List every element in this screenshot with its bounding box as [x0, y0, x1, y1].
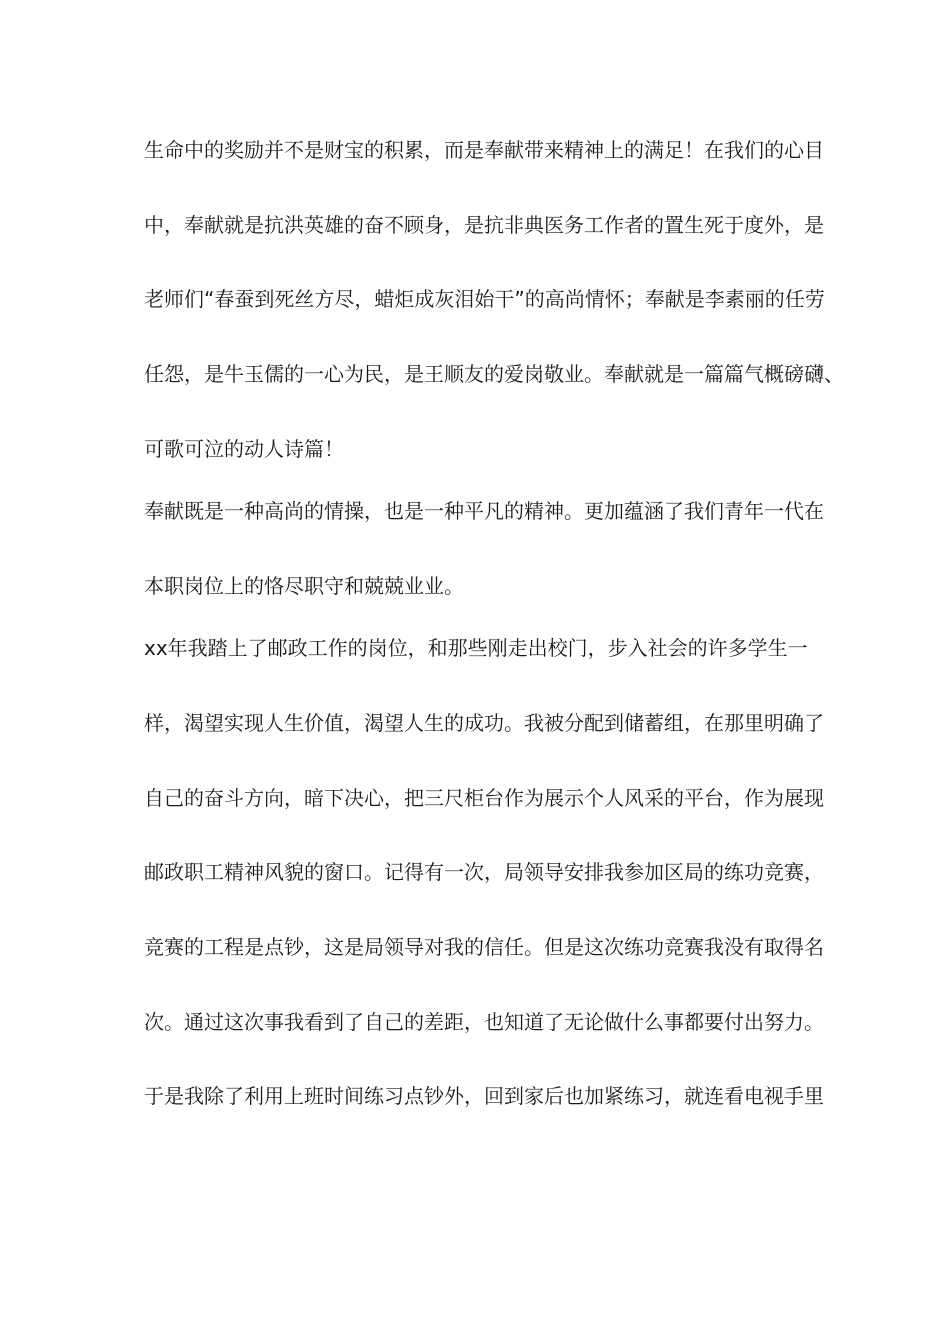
- text-line: 次。通过这次事我看到了自己的差距，也知道了无论做什么事都要付出努力。: [144, 1010, 824, 1034]
- text-line: 奉献既是一种高尚的情操，也是一种平凡的精神。更加蕴涵了我们青年一代在: [144, 499, 824, 523]
- text-line: 中，奉献就是抗洪英雄的奋不顾身，是抗非典医务工作者的置生死于度外，是: [144, 213, 824, 237]
- text-line: 可歌可泣的动人诗篇！: [144, 437, 344, 461]
- text-line: 本职岗位上的恪尽职守和兢兢业业。: [144, 574, 464, 598]
- text-line: xx年我踏上了邮政工作的岗位，和那些刚走出校门，步入社会的许多学生一: [144, 636, 808, 660]
- text-line: 生命中的奖励并不是财宝的积累，而是奉献带来精神上的满足！在我们的心目: [144, 138, 824, 162]
- text-line: 自己的奋斗方向，暗下决心，把三尺柜台作为展示个人风采的平台，作为展现: [144, 786, 824, 810]
- text-line: 竞赛的工程是点钞，这是局领导对我的信任。但是这次练功竞赛我没有取得名: [144, 935, 824, 959]
- text-line: 于是我除了利用上班时间练习点钞外，回到家后也加紧练习，就连看电视手里: [144, 1084, 824, 1108]
- text-line: 样，渴望实现人生价值，渴望人生的成功。我被分配到储蓄组，在那里明确了: [144, 711, 824, 735]
- text-line: 邮政职工精神风貌的窗口。记得有一次，局领导安排我参加区局的练功竞赛，: [144, 860, 824, 884]
- text-line: 任怨，是牛玉儒的一心为民，是王顺友的爱岗敬业。奉献就是一篇篇气概磅礴、: [144, 362, 844, 386]
- text-line: 老师们“春蚕到死丝方尽，蜡炬成灰泪始干”的高尚情怀；奉献是李素丽的任劳: [144, 287, 825, 311]
